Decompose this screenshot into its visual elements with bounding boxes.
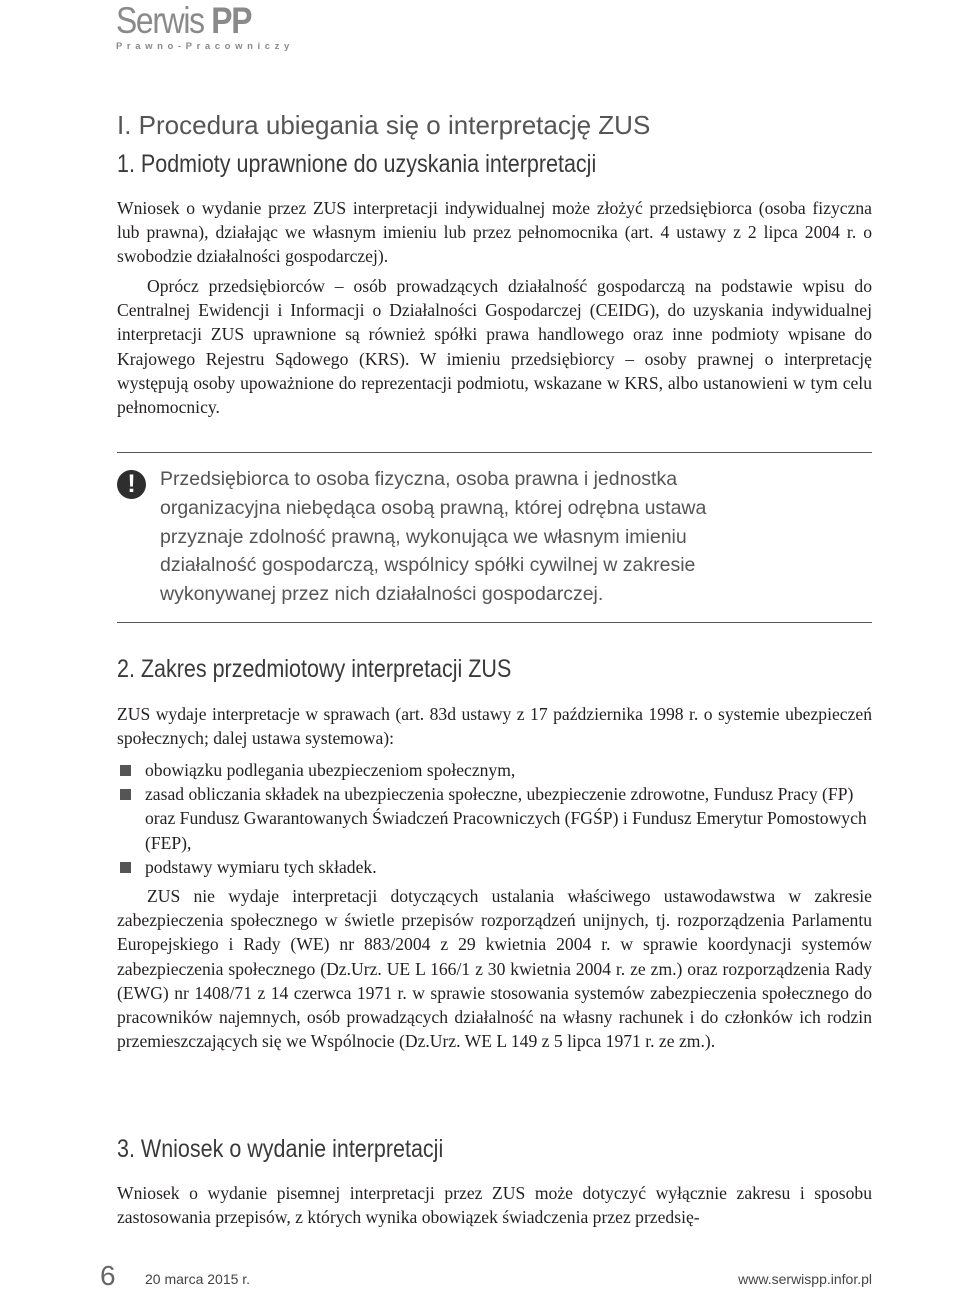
section-1-paragraph-2: Oprócz przedsiębiorców – osób prowadzących działalność gospodarczą na podstawie wpisu do Centralnej Ewidencji i Informacji o Działalności Gospodarczej (CEIDG), do uzyskania indywidualnej interpretacji ZUS uprawnione są również spółki prawa handlowego oraz inne podmioty wpisane do Krajowego Rejestru Sądowego (KRS). W imieniu przedsiębiorcy – osoby prawnej o interpretację występują osoby upoważnione do reprezentacji podmiotu, wskazane w KRS, albo ustanowieni w tym celu pełnomocnicy. xyxy=(117,276,872,418)
issue-date: 20 marca 2015 r. xyxy=(145,1271,251,1287)
section-1-paragraph-1: Wniosek o wydanie przez ZUS interpretacji indywidualnej może złożyć przedsiębiorca (osoba fizyczna lub prawna), działając we własnym imieniu lub przez pełnomocnika (art. 4 ustawy z 2 lipca 2004 r. o swobodzie działalności gospodarczej). xyxy=(117,198,872,267)
page-number: 6 xyxy=(100,1260,116,1291)
square-bullet-icon xyxy=(120,765,131,776)
square-bullet-icon xyxy=(120,789,131,800)
section-1-title: 1. Podmioty uprawnione do uzyskania interpretacji xyxy=(117,150,597,178)
scope-list xyxy=(117,758,872,879)
exclamation-icon: ! xyxy=(117,470,146,499)
section-3-paragraph: Wniosek o wydanie pisemnej interpretacji przez ZUS może dotyczyć wyłącznie zakresu i sposobu zastosowania przepisów, z których wynika obowiązek świadczenia przez przedsię- xyxy=(117,1183,872,1228)
definition-note xyxy=(160,465,880,609)
note-line: organizacyjna niebędąca osobą prawną, której odrębna ustawa xyxy=(160,496,707,519)
note-bottom-divider xyxy=(117,622,872,623)
note-line: działalność gospodarczą, wspólnicy spółki cywilnej w zakresie xyxy=(160,554,696,577)
list-item: obowiązku podlegania ubezpieczeniom społecznym, xyxy=(117,758,872,782)
note-line: przyznaje zdolność prawną, wykonująca we własnym imieniu xyxy=(160,525,687,548)
section-2-intro: ZUS wydaje interpretacje w sprawach (art. 83d ustawy z 17 października 1998 r. o systemie ubezpieczeń społecznych; dalej ustawa systemowa): xyxy=(117,704,872,749)
publication-logo xyxy=(116,2,294,52)
logo-subtitle: Prawno-Pracowniczy xyxy=(116,41,294,52)
note-line: Przedsiębiorca to osoba fizyczna, osoba prawna i jednostka xyxy=(160,468,678,490)
section-2-title: 2. Zakres przedmiotowy interpretacji ZUS xyxy=(117,655,512,683)
logo-title: Serwis PP xyxy=(116,0,252,41)
website-url: www.serwispp.infor.pl xyxy=(738,1271,872,1287)
section-3-title: 3. Wniosek o wydanie interpretacji xyxy=(117,1135,444,1163)
list-item: podstawy wymiaru tych składek. xyxy=(117,855,872,879)
list-item: zasad obliczania składek na ubezpieczenia społeczne, ubezpieczenie zdrowotne, Fundusz Pracy (FP) oraz Fundusz Gwarantowanych Świadczeń Pracowniczych (FGŚP) i Fundusz Emerytur Pomostowych (FEP), xyxy=(117,782,872,855)
square-bullet-icon xyxy=(120,862,131,873)
chapter-title: I. Procedura ubiegania się o interpretację ZUS xyxy=(117,110,651,140)
note-line: wykonywanej przez nich działalności gospodarczej. xyxy=(160,583,604,606)
note-top-divider xyxy=(117,452,872,453)
section-2-paragraph: ZUS nie wydaje interpretacji dotyczących ustalania właściwego ustawodawstwa w zakresie zabezpieczenia społecznego w świetle przepisów rozporządzeń unijnych, tj. rozporządzenia Parlamentu Europejskiego i Rady (WE) nr 883/2004 z 29 kwietnia 2004 r. w sprawie koordynacji systemów zabezpieczenia społecznego (Dz.Urz. UE L 166/1 z 30 kwietnia 2004 r. ze zm.) oraz rozporządzenia Rady (EWG) nr 1408/71 z 14 czerwca 1971 r. w sprawie stosowania systemów zabezpieczenia społecznego do pracowników najemnych, osób prowadzących działalność na własny rachunek i do członków ich rodzin przemieszczających się we Wspólnocie (Dz.Urz. WE L 149 z 5 lipca 1971 r. ze zm.). xyxy=(117,886,872,1052)
